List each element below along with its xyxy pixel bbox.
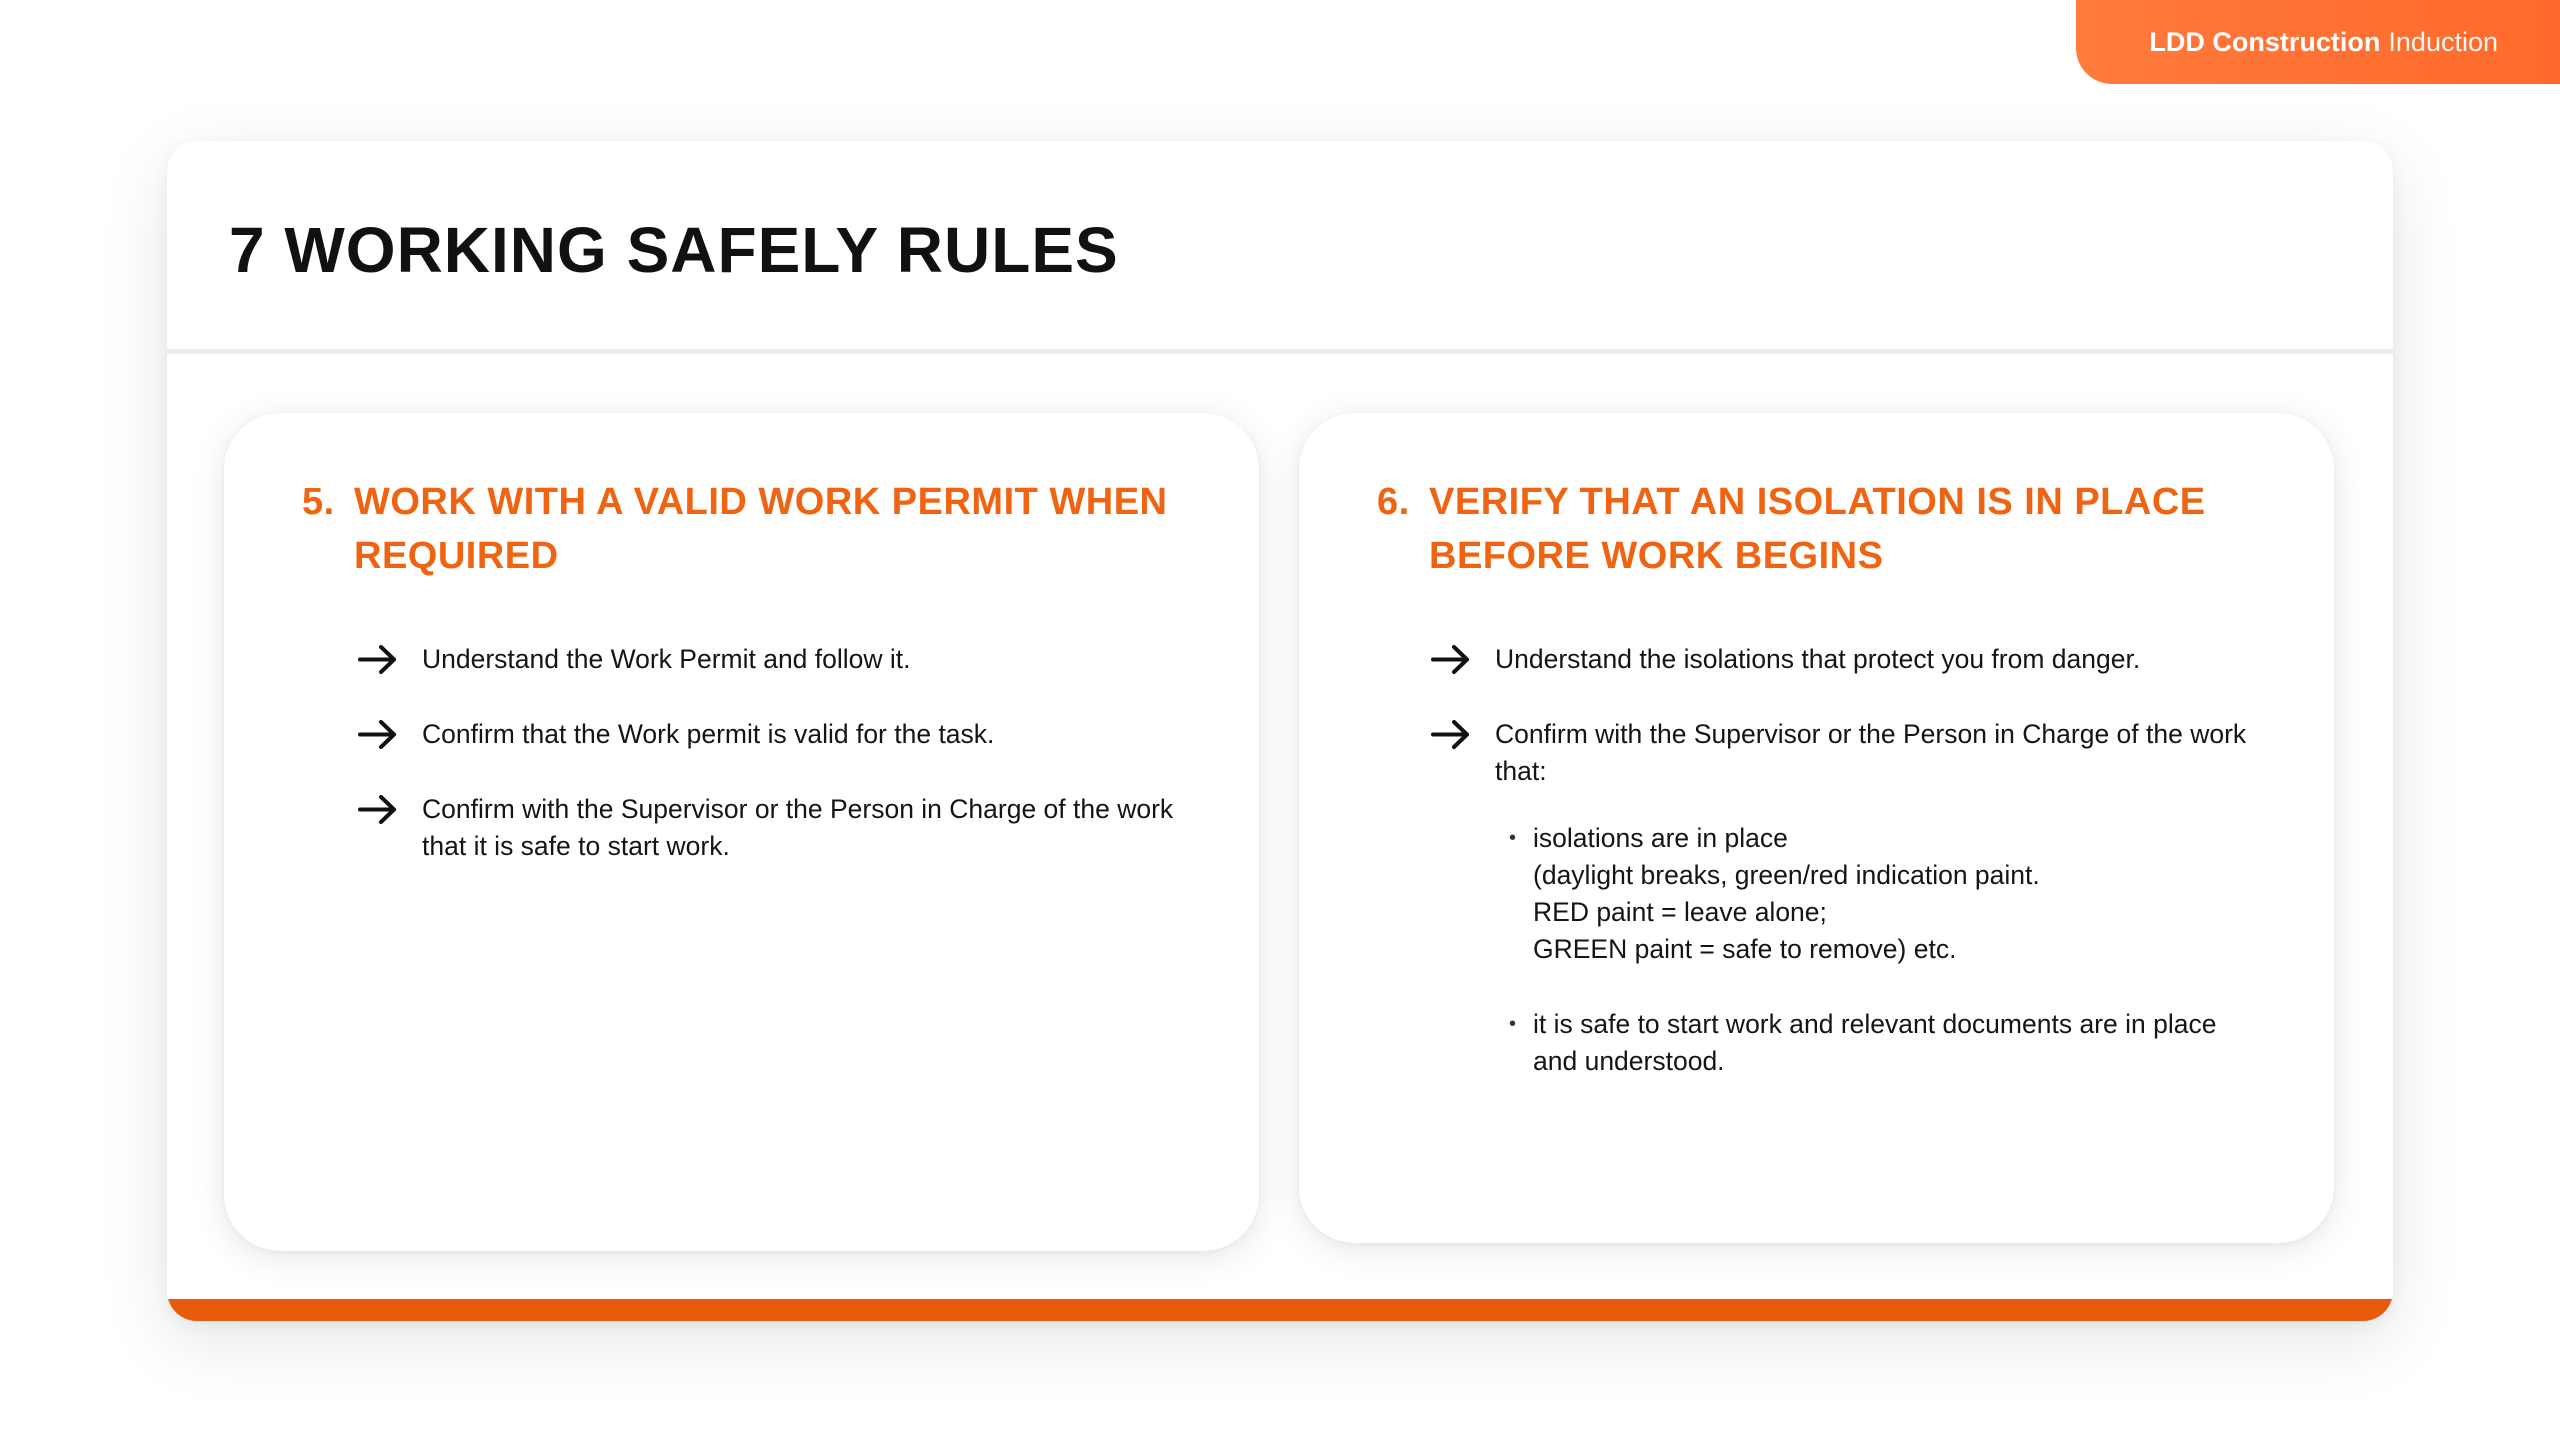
bullet-icon: •	[1509, 827, 1517, 849]
rule-title: WORK WITH A VALID WORK PERMIT WHEN REQUIRED	[354, 481, 1168, 577]
rule-heading	[1377, 475, 2277, 583]
arrow-right-icon	[356, 716, 400, 753]
rule-points	[1429, 641, 2259, 1156]
point-text: Understand the isolations that protect you from danger.	[1495, 644, 2141, 674]
arrow-right-icon	[1429, 716, 1473, 753]
rule-points	[356, 641, 1186, 903]
rule-number: 5.	[302, 481, 335, 523]
bullet-icon: •	[1509, 1013, 1517, 1035]
arrow-right-icon	[356, 791, 400, 828]
sub-point-text: it is safe to start work and relevant documents are in place and understood.	[1533, 1009, 2217, 1076]
point-text: Confirm with the Supervisor or the Person in Charge of the work that:	[1495, 719, 2247, 786]
arrow-right-icon	[356, 641, 400, 678]
brand-name: LDD Construction	[2149, 26, 2381, 57]
rule-number: 6.	[1377, 481, 1410, 523]
brand-tab	[2076, 0, 2560, 84]
arrow-right-icon	[1429, 641, 1473, 678]
rule-card-5	[224, 413, 1259, 1251]
point-text: Understand the Work Permit and follow it.	[422, 644, 911, 674]
list-item	[356, 641, 1186, 678]
slide-title: 7 WORKING SAFELY RULES	[229, 214, 1119, 286]
list-item	[356, 791, 1186, 865]
brand-subtitle: Induction	[2388, 26, 2498, 57]
rule-heading	[302, 475, 1202, 583]
title-divider	[167, 349, 2393, 354]
bottom-accent-bar	[167, 1299, 2393, 1321]
sub-point-list	[1509, 820, 2259, 1118]
sub-point-text: isolations are in place (daylight breaks, green/red indication paint. RED paint = leave alone; GREEN paint = safe to remove) etc.	[1533, 823, 2040, 964]
sub-list-item	[1509, 1006, 2259, 1080]
point-text: Confirm that the Work permit is valid for the task.	[422, 719, 995, 749]
sub-list-item	[1509, 820, 2259, 968]
list-item	[356, 716, 1186, 753]
slide-card	[167, 141, 2393, 1321]
rule-title: VERIFY THAT AN ISOLATION IS IN PLACE BEFORE WORK BEGINS	[1429, 481, 2206, 577]
rule-card-6	[1299, 413, 2334, 1243]
list-item	[1429, 716, 2259, 1118]
list-item	[1429, 641, 2259, 678]
point-text: Confirm with the Supervisor or the Person in Charge of the work that it is safe to start work.	[422, 794, 1174, 861]
